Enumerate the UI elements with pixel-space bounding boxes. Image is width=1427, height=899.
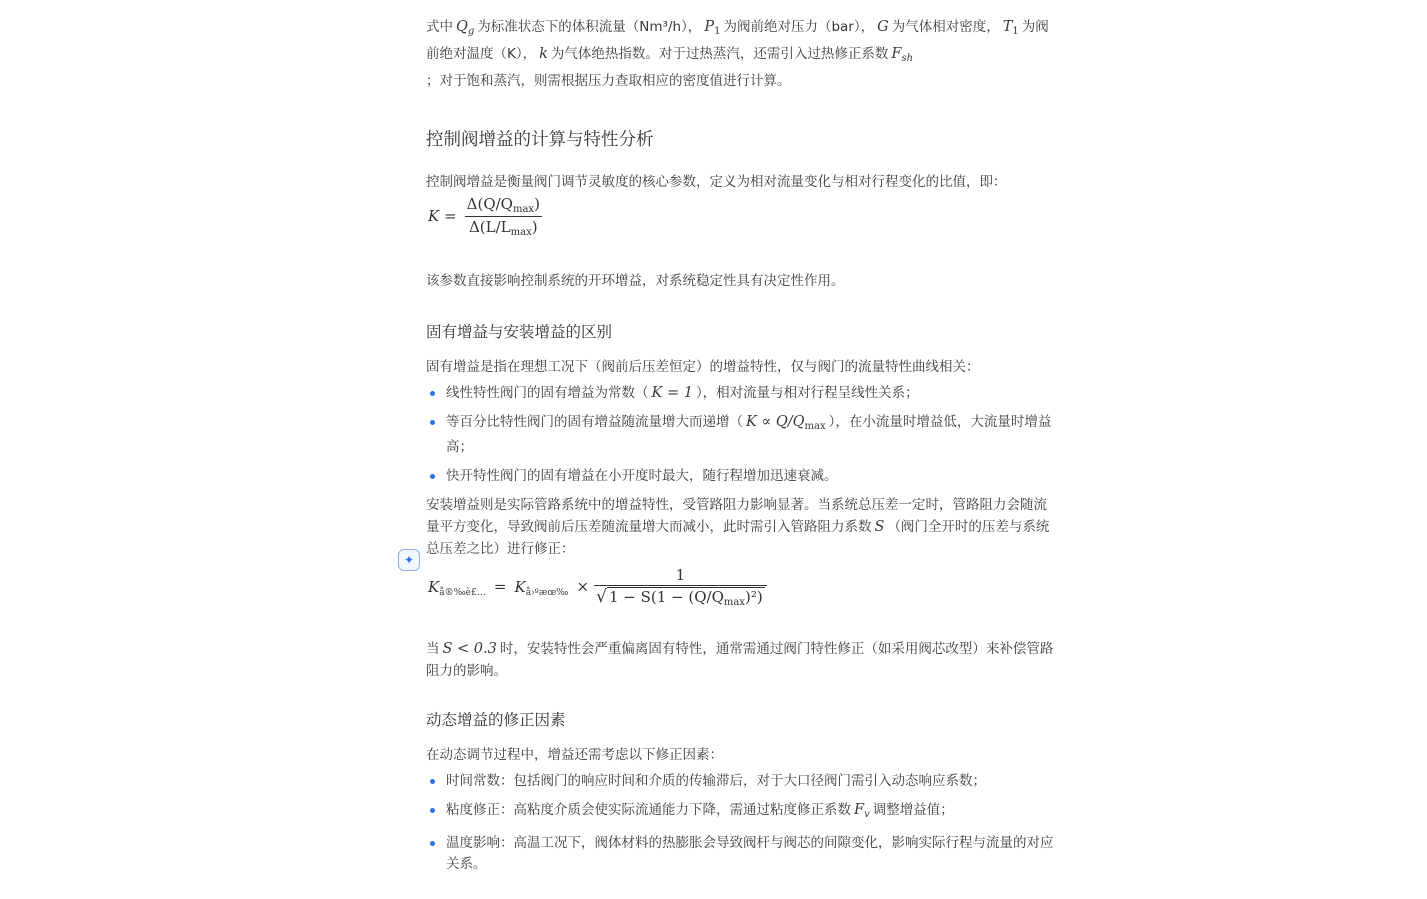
- installed-gain-fraction: $\frac{1}{√ 1 - S(1 - (Q/Q_{max})^2)}$: [594, 566, 767, 608]
- dynamic-list: [426, 771, 1058, 875]
- paragraph-dynamic-intro: 在动态调节过程中，增益还需考虑以下修正因素：: [426, 747, 723, 763]
- inherent-list: [426, 383, 1058, 487]
- document-body: [426, 16, 1058, 875]
- heading-gain-analysis: 控制阀增益的计算与特性分析: [426, 130, 654, 150]
- list-item: 等百分比特性阀门的固有增益随流量增大而递增（ $K \propto Q/Q_{max}$ ），在小流量时增益低，大流量时增益高；: [426, 412, 1058, 458]
- equation-gain: K = $\frac{\Delta(Q/Q_{max})}{\Delta(L/L_{max})}$: [428, 195, 540, 238]
- paragraph-s-note: 当 S < 0.3 时，安装特性会严重偏离固有特性，通常需通过阀门特性修正（如采用阀芯改型）来补偿管路阻力的影响。: [426, 641, 1054, 679]
- list-item: 温度影响：高温工况下，阀体材料的热膨胀会导致阀杆与阀芯的间隙变化，影响实际行程与流量的对应关系。: [426, 833, 1058, 875]
- list-item: 快开特性阀门的固有增益在小开度时最大，随行程增加迅速衰减。: [426, 466, 1058, 487]
- heading-dynamic-gain: 动态增益的修正因素: [426, 711, 566, 729]
- paragraph-gain-intro: 控制阀增益是衡量阀门调节灵敏度的核心参数，定义为相对流量变化与相对行程变化的比值，即：: [426, 174, 1007, 190]
- gain-fraction: $\frac{\Delta(Q/Q_{max})}{\Delta(L/L_{max})}$: [466, 195, 540, 238]
- paragraph-inherent-intro: 固有增益是指在理想工况下（阀前后压差恒定）的增益特性，仅与阀门的流量特性曲线相关：: [426, 359, 980, 375]
- equation-installed-gain: $K_{å®‰è£\dots} = K_{å›ºæœ‰}$ × $\frac{1}{√ 1 - S(1 - (Q/Q_{max})^2)}$: [428, 566, 1058, 608]
- paragraph-variables: 式中 $Q_g$ 为标准状态下的体积流量（Nm³/h）， $P_1$ 为阀前绝对压力（bar）， G 为气体相对密度， $T_1$ 为阀前绝对温度（K）， k 为气体绝热指数。对于过热蒸汽，还需引入过热修正系数 $F_{sh}$ ；对于饱和蒸汽，则需根据压力查取相应的密度值进行计算。: [426, 19, 1049, 89]
- list-item: 线性特性阀门的固有增益为常数（ K = 1 ），相对流量与相对行程呈线性关系；: [426, 383, 1058, 404]
- heading-inherent-vs-installed: 固有增益与安装增益的区别: [426, 323, 613, 341]
- sparkle-icon[interactable]: ✦: [398, 549, 420, 571]
- list-item: 粘度修正：高粘度介质会使实际流通能力下降，需通过粘度修正系数 $F_v$ 调整增益值；: [426, 800, 1058, 825]
- list-item: 时间常数：包括阀门的响应时间和介质的传输滞后，对于大口径阀门需引入动态响应系数；: [426, 771, 1058, 792]
- paragraph-installed-gain: 安装增益则是实际管路系统中的增益特性，受管路阻力影响显著。当系统总压差一定时，管路阻力会随流量平方变化，导致阀前后压差随流量增大而减小，此时需引入管路阻力系数 S （阀门全开时的压差与系统总压差之比）进行修正：: [426, 497, 1050, 557]
- paragraph-gain-outro: 该参数直接影响控制系统的开环增益，对系统稳定性具有决定性作用。: [426, 273, 845, 289]
